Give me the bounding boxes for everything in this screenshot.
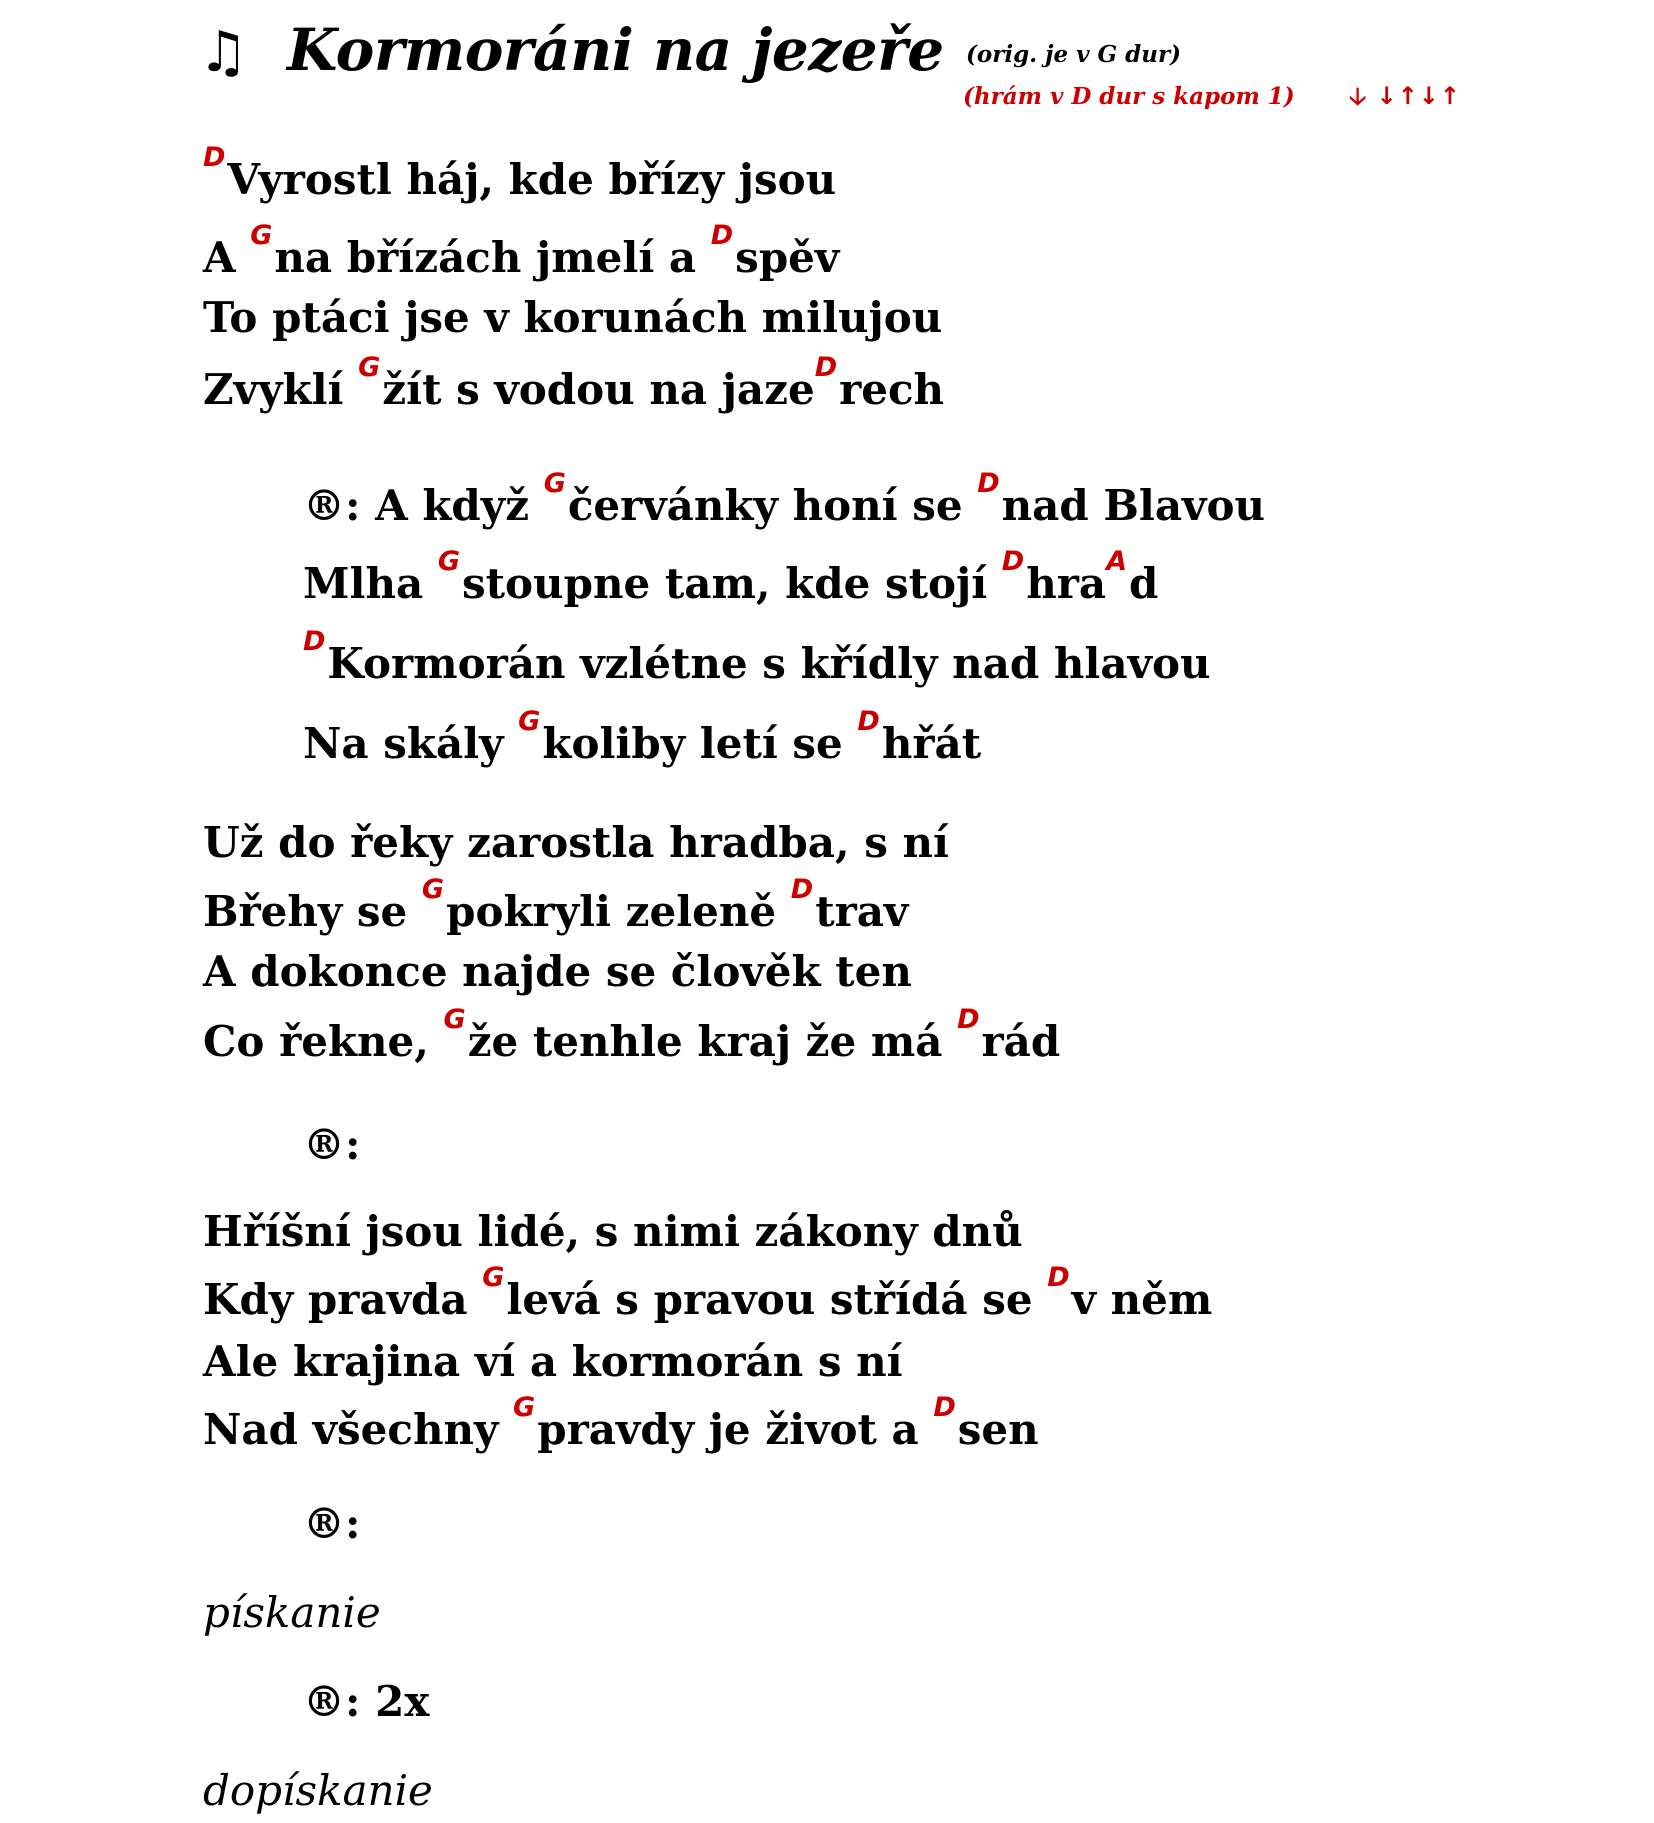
chord-D: D xyxy=(790,874,814,905)
chord-G: G xyxy=(421,874,445,905)
chorus-reference: ®: xyxy=(303,1120,361,1169)
verse-2-line-3: A dokonce najde se člověk ten xyxy=(203,947,912,996)
song-title: Kormoráni na jezeře xyxy=(287,16,944,84)
chorus-line-1: ®: A když $^G$červánky honí se $^D$nad Blavou xyxy=(303,468,1266,530)
verse-2-line-2: Břehy se $^G$pokryli zeleně $^D$trav xyxy=(203,874,909,936)
verse-3-line-3: Ale krajina ví a kormorán s ní xyxy=(203,1337,903,1386)
chorus-line-3: $^D$Kormorán vzlétne s křídly nad hlavou xyxy=(303,626,1211,688)
chord-D: D xyxy=(710,220,734,251)
chord-G: G xyxy=(443,1004,466,1035)
verse-3-line-4: Nad všechny $^G$pravdy je život a $^D$sen xyxy=(203,1392,1039,1454)
verse-2-line-4: Co řekne, $^G$že tenhle kraj že má $^D$rád xyxy=(203,1004,1061,1066)
chord-D: D xyxy=(1047,1262,1070,1293)
chorus-reference: ®: xyxy=(303,1499,361,1548)
chord-G: G xyxy=(518,706,541,737)
verse-1-line-1: $^D$Vyrostl háj, kde břízy jsou xyxy=(203,142,837,204)
whistling-interlude: pískanie xyxy=(203,1588,381,1637)
chorus-line-4: Na skály $^G$koliby letí se $^D$hřát xyxy=(303,706,982,768)
verse-1-line-3: To ptáci jse v korunách milujou xyxy=(203,293,943,342)
chord-D: D xyxy=(857,706,880,737)
chord-D: D xyxy=(933,1392,956,1423)
whistling-ending: dopískanie xyxy=(203,1766,433,1815)
chord-D: D xyxy=(977,468,1000,499)
chord-D: D xyxy=(303,626,326,657)
chord-G: G xyxy=(250,220,273,251)
chord-A: A xyxy=(1106,546,1128,577)
chord-G: G xyxy=(437,546,460,577)
original-key-note: (orig. je v G dur) xyxy=(966,41,1181,68)
music-note-icon: ♫ xyxy=(198,20,249,85)
verse-2-line-1: Už do řeky zarostla hradba, s ní xyxy=(203,818,949,867)
chord-G: G xyxy=(482,1262,505,1293)
chord-G: G xyxy=(513,1392,536,1423)
chord-D: D xyxy=(957,1004,980,1035)
chord-D: D xyxy=(814,352,838,383)
verse-3-line-2: Kdy pravda $^G$levá s pravou střídá se $^D$v něm xyxy=(203,1262,1213,1324)
chorus-repeat: ®: 2x xyxy=(303,1677,430,1726)
verse-1-line-4: Zvyklí $^G$žít s vodou na jaze$^D$rech xyxy=(203,352,945,414)
strum-pattern: 🡣 ↓↑↓↑ xyxy=(1349,82,1462,110)
verse-1-line-2: A $^G$na břízách jmelí a $^D$spěv xyxy=(203,220,840,282)
verse-3-line-1: Hříšní jsou lidé, s nimi zákony dnů xyxy=(203,1207,1023,1256)
chord-G: G xyxy=(543,468,566,499)
chord-G: G xyxy=(358,352,381,383)
capo-note: (hrám v D dur s kapom 1) xyxy=(963,83,1295,110)
chord-D: D xyxy=(203,142,226,173)
chord-D: D xyxy=(1001,546,1025,577)
chorus-line-2: Mlha $^G$stoupne tam, kde stojí $^D$hra$^A$d xyxy=(303,546,1159,608)
